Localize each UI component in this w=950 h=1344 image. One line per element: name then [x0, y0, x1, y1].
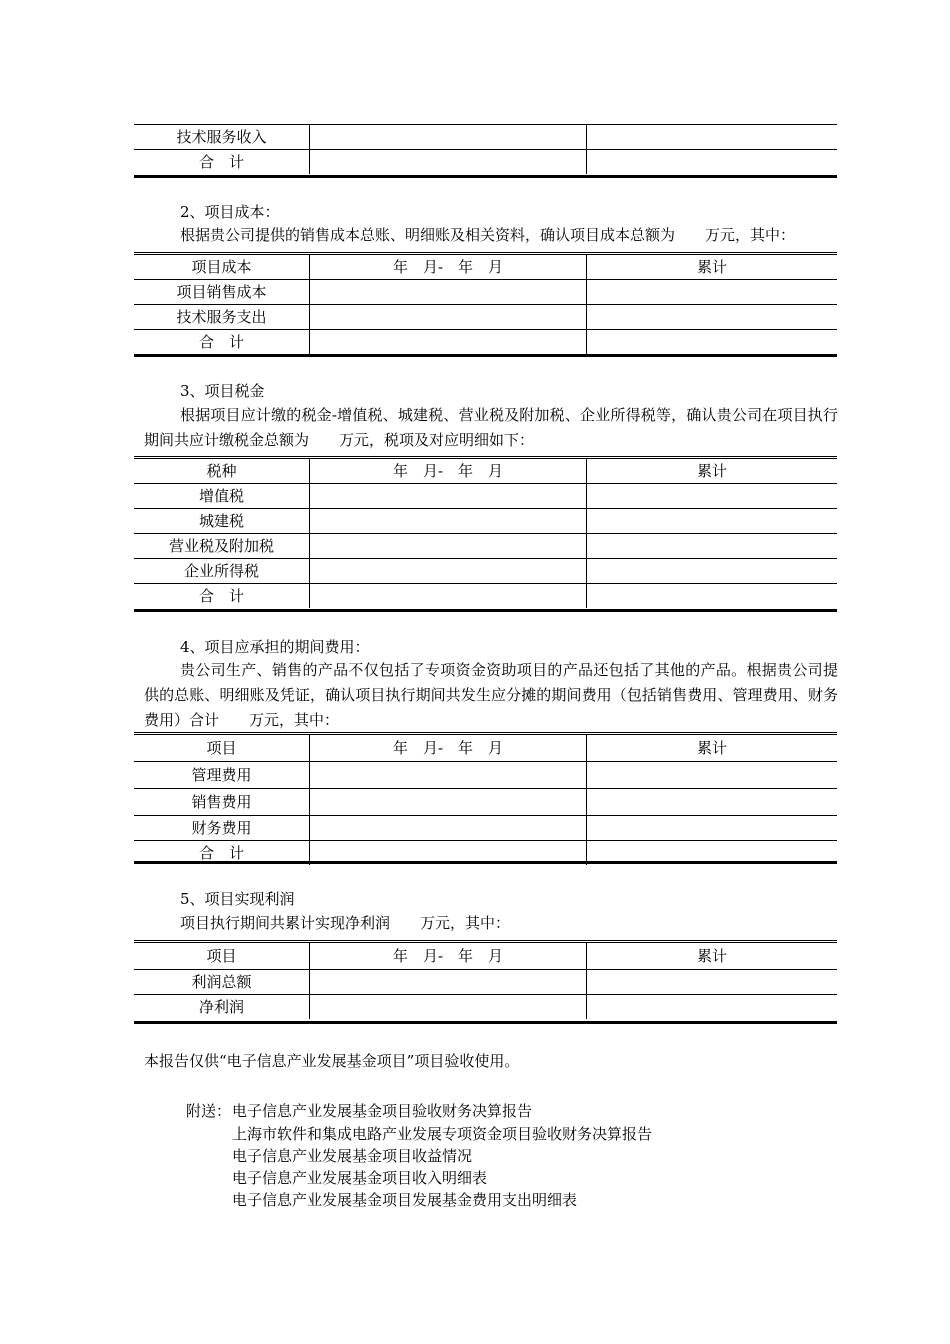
row-label: 销售费用 [134, 789, 310, 816]
row-label: 合 计 [134, 584, 310, 609]
attachment-item: 电子信息产业发展基金项目发展基金费用支出明细表 [232, 1191, 578, 1209]
row-label: 技术服务支出 [134, 305, 310, 330]
row-label: 技术服务收入 [134, 125, 310, 150]
row-label: 财务费用 [134, 816, 310, 841]
period-cell [310, 125, 587, 150]
row-label: 项目销售成本 [134, 280, 310, 305]
period-cell [310, 305, 587, 330]
income-table [134, 124, 837, 174]
attachment-item: 上海市软件和集成电路产业发展专项资金项目验收财务决算报告 [232, 1125, 653, 1143]
cumulative-cell [587, 584, 838, 609]
cumulative-cell [587, 305, 838, 330]
period-cell [310, 970, 587, 995]
table-row [134, 484, 837, 509]
table-row [134, 125, 837, 150]
cumulative-cell [587, 534, 838, 559]
cumulative-cell [587, 484, 838, 509]
table-bottom-rule [134, 354, 837, 357]
header-cumulative: 累计 [587, 254, 838, 280]
period-cell [310, 484, 587, 509]
header-item: 税种 [134, 458, 310, 484]
cumulative-cell [587, 125, 838, 150]
table-bottom-rule [134, 861, 837, 864]
row-label: 净利润 [134, 995, 310, 1020]
period-cell [310, 330, 587, 355]
table-header-row [134, 734, 837, 762]
section3-heading: 3、项目税金 [180, 382, 265, 400]
table-row [134, 789, 837, 816]
expense-table [134, 732, 837, 865]
section2-heading: 2、项目成本： [180, 203, 280, 221]
header-period: 年 月- 年 月 [310, 254, 587, 280]
table-header-row [134, 942, 837, 970]
row-label: 利润总额 [134, 970, 310, 995]
header-item: 项目成本 [134, 254, 310, 280]
section5-heading: 5、项目实现利润 [180, 890, 295, 908]
section4-heading: 4、项目应承担的期间费用： [180, 638, 370, 656]
cumulative-cell [587, 330, 838, 355]
table-row [134, 534, 837, 559]
header-item: 项目 [134, 942, 310, 970]
period-cell [310, 559, 587, 584]
table-row [134, 305, 837, 330]
header-period: 年 月- 年 月 [310, 458, 587, 484]
table-row [134, 150, 837, 175]
profit-table [134, 940, 837, 1019]
attachments-label: 附送： [186, 1102, 232, 1120]
table-row [134, 280, 837, 305]
period-cell [310, 816, 587, 841]
table-row [134, 762, 837, 789]
table-bottom-rule [134, 175, 837, 178]
period-cell [310, 534, 587, 559]
cumulative-cell [587, 995, 838, 1020]
header-cumulative: 累计 [587, 942, 838, 970]
cumulative-cell [587, 762, 838, 789]
cumulative-cell [587, 150, 838, 175]
header-period: 年 月- 年 月 [310, 734, 587, 762]
period-cell [310, 584, 587, 609]
row-label: 企业所得税 [134, 559, 310, 584]
section4-paragraph: 贵公司生产、销售的产品不仅包括了专项资金资助项目的产品还包括了其他的产品。根据贵公司提供的总账、明细账及凭证，确认项目执行期间共发生应分摊的期间费用（包括销售费用、管理费用、财务费用）合计 万元，其中： [144, 661, 838, 729]
period-cell [310, 789, 587, 816]
usage-note: 本报告仅供“电子信息产业发展基金项目”项目验收使用。 [144, 1052, 520, 1070]
cumulative-cell [587, 280, 838, 305]
cumulative-cell [587, 789, 838, 816]
table-row [134, 970, 837, 995]
header-period: 年 月- 年 月 [310, 942, 587, 970]
period-cell [310, 762, 587, 789]
table-row [134, 559, 837, 584]
table-row [134, 509, 837, 534]
cumulative-cell [587, 970, 838, 995]
cost-table [134, 252, 837, 354]
row-label: 增值税 [134, 484, 310, 509]
header-cumulative: 累计 [587, 458, 838, 484]
cumulative-cell [587, 816, 838, 841]
period-cell [310, 509, 587, 534]
row-label: 管理费用 [134, 762, 310, 789]
table-row [134, 330, 837, 355]
row-label: 合 计 [134, 150, 310, 175]
table-row [134, 995, 837, 1020]
table-row [134, 584, 837, 609]
period-cell [310, 280, 587, 305]
attachment-item: 电子信息产业发展基金项目收益情况 [232, 1147, 473, 1165]
section3-paragraph: 根据项目应计缴的税金-增值税、城建税、营业税及附加税、企业所得税等，确认贵公司在项目执行期间共应计缴税金总额为 万元，税项及对应明细如下： [144, 406, 838, 449]
row-label: 合 计 [134, 330, 310, 355]
cumulative-cell [587, 509, 838, 534]
row-label: 城建税 [134, 509, 310, 534]
row-label: 营业税及附加税 [134, 534, 310, 559]
header-cumulative: 累计 [587, 734, 838, 762]
tax-table [134, 456, 837, 608]
attachment-item: 电子信息产业发展基金项目收入明细表 [232, 1169, 488, 1187]
section2-paragraph: 根据贵公司提供的销售成本总账、明细账及相关资料，确认项目成本总额为 万元，其中： [180, 226, 796, 244]
cumulative-cell [587, 559, 838, 584]
period-cell [310, 150, 587, 175]
table-row [134, 816, 837, 841]
period-cell [310, 995, 587, 1020]
header-item: 项目 [134, 734, 310, 762]
section5-paragraph: 项目执行期间共累计实现净利润 万元，其中： [180, 914, 511, 932]
table-bottom-rule [134, 1021, 837, 1024]
table-header-row [134, 458, 837, 484]
table-bottom-rule [134, 609, 837, 612]
row-label: 合 计 [134, 841, 310, 866]
table-header-row [134, 254, 837, 280]
attachment-item: 电子信息产业发展基金项目验收财务决算报告 [232, 1102, 533, 1120]
